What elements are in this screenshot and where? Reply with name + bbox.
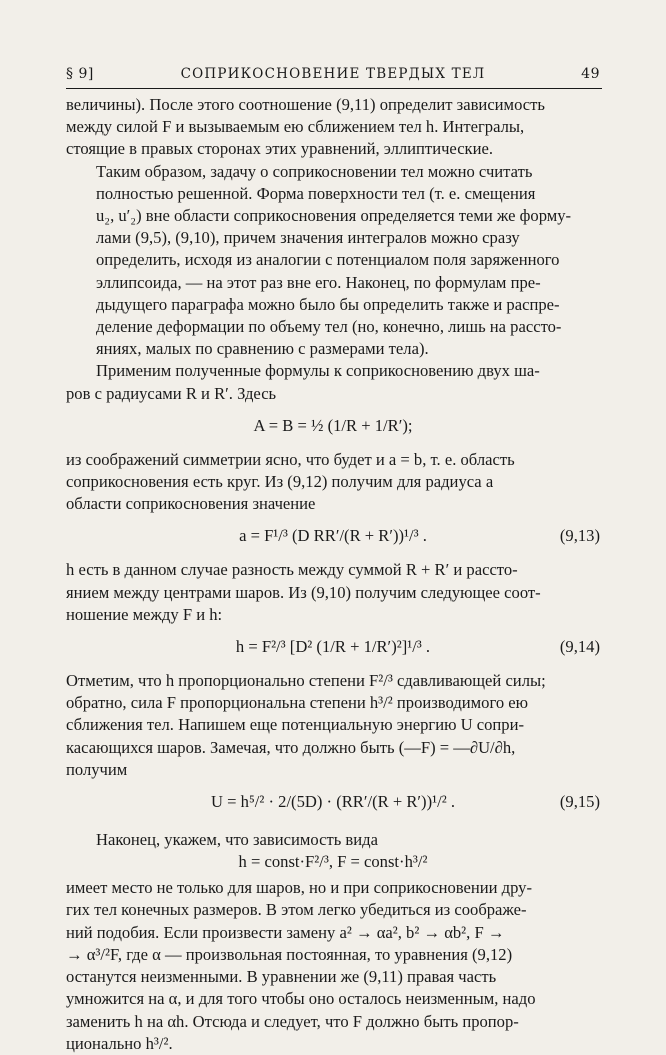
equation-formula: U = h⁵/² · 2/(5D) · (RR′/(R + R′))¹/² . <box>211 792 455 812</box>
equation-9-15 <box>66 781 600 825</box>
running-header <box>66 66 600 86</box>
equation-number: (9,14) <box>559 637 600 657</box>
text-line: сближения тел. Напишем еще потенциальную энергию U сопри- <box>66 715 525 735</box>
text-line: касающихся шаров. Замечая, что должно быть (—F) = —∂U/∂h, <box>66 737 516 757</box>
text-line: ношение между F и h: <box>66 604 223 624</box>
text-line: ний подобия. Если произвести замену a² → αa², b² → αb², F → <box>66 922 505 942</box>
text-line: области соприкосновения значение <box>66 494 316 514</box>
text-line: h есть в данном случае разность между суммой R + R′ и рассто- <box>66 560 518 580</box>
text-line: Наконец, укажем, что зависимость вида <box>96 830 378 850</box>
equation-number: (9,13) <box>559 526 600 546</box>
text-line: → α³/²F, где α — произвольная постоянная, то уравнения (9,12) <box>66 944 513 964</box>
chapter-title: СОПРИКОСНОВЕНИЕ ТВЕРДЫХ ТЕЛ <box>180 66 486 82</box>
text-line: дыдущего параграфа можно было бы определить также и распре- <box>96 294 560 314</box>
text-line: стоящие в правых сторонах этих уравнений, эллиптические. <box>66 139 494 159</box>
text-line: определить, исходя из аналогии с потенциалом поля заряженного <box>96 250 560 270</box>
header-rule <box>66 88 602 89</box>
text-line: янием между центрами шаров. Из (9,10) получим следующее соот- <box>66 582 541 602</box>
paragraph-5 <box>66 559 600 626</box>
paragraph-2 <box>66 161 600 361</box>
text-line: деление деформации по объему тел (но, конечно, лишь на рассто- <box>96 317 562 337</box>
text-line: получим <box>66 759 128 779</box>
text-line: соприкосновения есть круг. Из (9,12) получим для радиуса a <box>66 472 494 492</box>
text-line: останутся неизменными. В уравнении же (9,11) правая часть <box>66 967 497 987</box>
text-line: полностью решенной. Форма поверхности тел (т. е. смещения <box>96 183 536 203</box>
paragraph-3 <box>66 360 600 404</box>
text-line: величины). После этого соотношение (9,11) определит зависимость <box>66 95 545 114</box>
equation-const <box>66 851 600 877</box>
text-line: Применим полученные формулы к соприкосновению двух ша- <box>96 361 540 381</box>
equation-formula: a = F¹/³ (D RR′/(R + R′))¹/³ . <box>239 526 427 546</box>
equation-formula: h = const·F²/³, F = const·h³/² <box>238 852 428 872</box>
paragraph-8 <box>66 877 600 1055</box>
equation-9-13 <box>66 515 600 559</box>
paragraph-7 <box>66 829 600 851</box>
text-line: яниях, малых по сравнению с размерами тела). <box>96 339 429 359</box>
text-line: между силой F и вызываемым ею сближением тел h. Интегралы, <box>66 117 525 137</box>
section-marker: § 9] <box>66 66 94 82</box>
text-line: эллипсоида, — на этот раз вне его. Наконец, по формулам пре- <box>96 272 541 292</box>
paragraph-4 <box>66 449 600 516</box>
text-line: обратно, сила F пропорциональна степени h³/² производимого ею <box>66 693 529 713</box>
text-line: имеет место не только для шаров, но и при соприкосновении дру- <box>66 878 533 898</box>
paragraph-1 <box>66 94 600 161</box>
text-line: ционально h³/². <box>66 1033 173 1053</box>
text-line: гих тел конечных размеров. В этом легко убедиться из соображе- <box>66 900 527 920</box>
equation-number: (9,15) <box>559 792 600 812</box>
text-line: Таким образом, задачу о соприкосновении тел можно считать <box>96 161 533 181</box>
text-line: Отметим, что h пропорционально степени F²/³ сдавливающей силы; <box>66 671 546 691</box>
text-line: заменить h на αh. Отсюда и следует, что F должно быть пропор- <box>66 1011 519 1031</box>
text-line: лами (9,5), (9,10), причем значения интегралов можно сразу <box>96 228 520 248</box>
paragraph-6 <box>66 670 600 781</box>
equation-ab <box>66 405 600 449</box>
text-line: умножится на α, и для того чтобы оно осталось неизменным, надо <box>66 989 536 1009</box>
text-line: из соображений симметрии ясно, что будет и a = b, т. е. область <box>66 449 515 469</box>
text-line: u₂, u′₂) вне области соприкосновения определяется теми же форму- <box>96 206 572 226</box>
page-number: 49 <box>581 66 600 82</box>
text-line: ров с радиусами R и R′. Здесь <box>66 383 277 403</box>
equation-formula: A = B = ½ (1/R + 1/R′); <box>253 415 413 435</box>
equation-9-14 <box>66 626 600 670</box>
equation-formula: h = F²/³ [D² (1/R + 1/R′)²]¹/³ . <box>235 637 431 657</box>
page-body <box>66 94 600 1055</box>
